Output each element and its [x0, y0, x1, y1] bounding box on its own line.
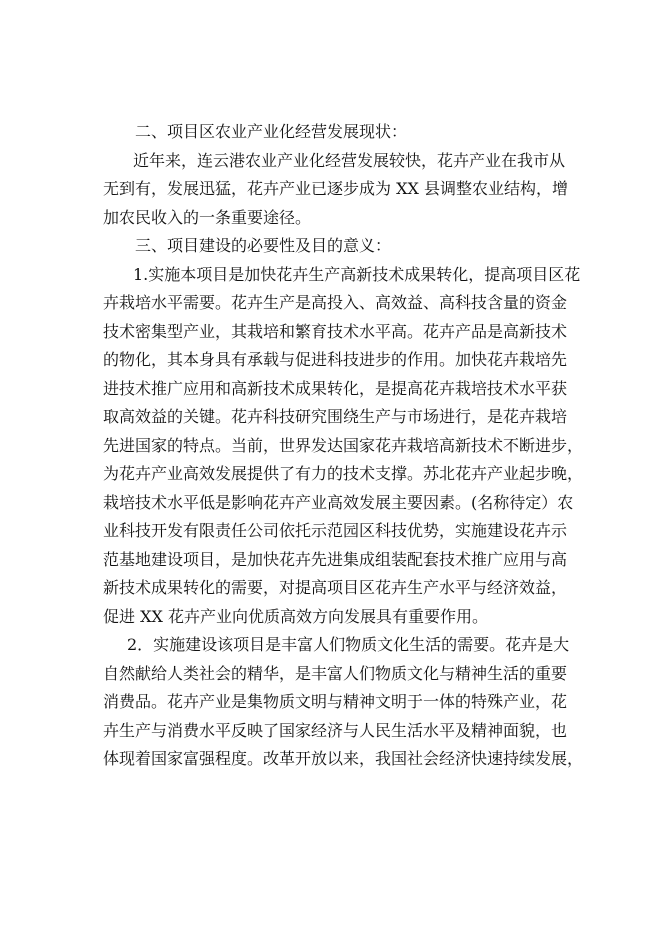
paragraph-line: 体现着国家富强程度。改革开放以来，我国社会经济快速持续发展， [103, 749, 584, 768]
paragraph-line: 加农民收入的一条重要途径。 [103, 207, 312, 227]
paragraph-line: 的物化，其本身具有承载与促进科技进步的作用。加快花卉栽培先 [103, 350, 568, 369]
paragraph-line: 取高效益的关键。花卉科技研究围绕生产与市场进行，是花卉栽培 [103, 407, 568, 426]
paragraph-line: 业科技开发有限责任公司依托示范园区科技优势，实施建设花卉示 [103, 521, 568, 540]
paragraph-line: 范基地建设项目，是加快花卉先进集成组装配套技术推广应用与高 [103, 549, 568, 569]
paragraph-line: 栽培技术水平低是影响花卉产业高效发展主要因素。(名称待定）农 [103, 492, 574, 512]
paragraph-line: 近年来，连云港农业产业化经营发展较快，花卉产业在我市从 [133, 150, 566, 170]
paragraph-line: 技术密集型产业，其栽培和繁育技术水平高。花卉产品是高新技术 [103, 321, 568, 341]
paragraph-line: 无到有，发展迅猛，花卉产业已逐步成为 XX 县调整农业结构，增 [103, 179, 568, 198]
document-body [103, 118, 584, 774]
paragraph-line: 卉栽培水平需要。花卉生产是高投入、高效益、高科技含量的资金 [103, 293, 568, 312]
paragraph-line: 卉生产与消费水平反映了国家经济与人民生活水平及精神面貌，也 [103, 720, 568, 740]
paragraph-line: 自然献给人类社会的精华，是丰富人们物质文化与精神生活的重要 [103, 663, 568, 683]
paragraph-line: 进技术推广应用和高新技术成果转化，是提高花卉栽培技术水平获 [103, 378, 568, 398]
paragraph-line: 为花卉产业高效发展提供了有力的技术支撑。苏北花卉产业起步晚， [103, 464, 584, 483]
paragraph-line: 先进国家的特点。当前，世界发达国家花卉栽培高新技术不断进步， [103, 435, 584, 455]
paragraph-line: 1.实施本项目是加快花卉生产高新技术成果转化，提高项目区花 [133, 264, 581, 284]
paragraph-line: 消费品。花卉产业是集物质文明与精神文明于一体的特殊产业，花 [103, 692, 568, 711]
paragraph-line: 促进 XX 花卉产业向优质高效方向发展具有重要作用。 [103, 606, 488, 626]
paragraph-line: 2．实施建设该项目是丰富人们物质文化生活的需要。花卉是大 [127, 635, 570, 654]
section-heading-significance: 三、项目建设的必要性及目的意义： [135, 236, 392, 255]
paragraph-line: 新技术成果转化的需要，对提高项目区花卉生产水平与经济效益， [103, 578, 568, 597]
section-heading-status: 二、项目区农业产业化经营发展现状： [135, 122, 408, 141]
